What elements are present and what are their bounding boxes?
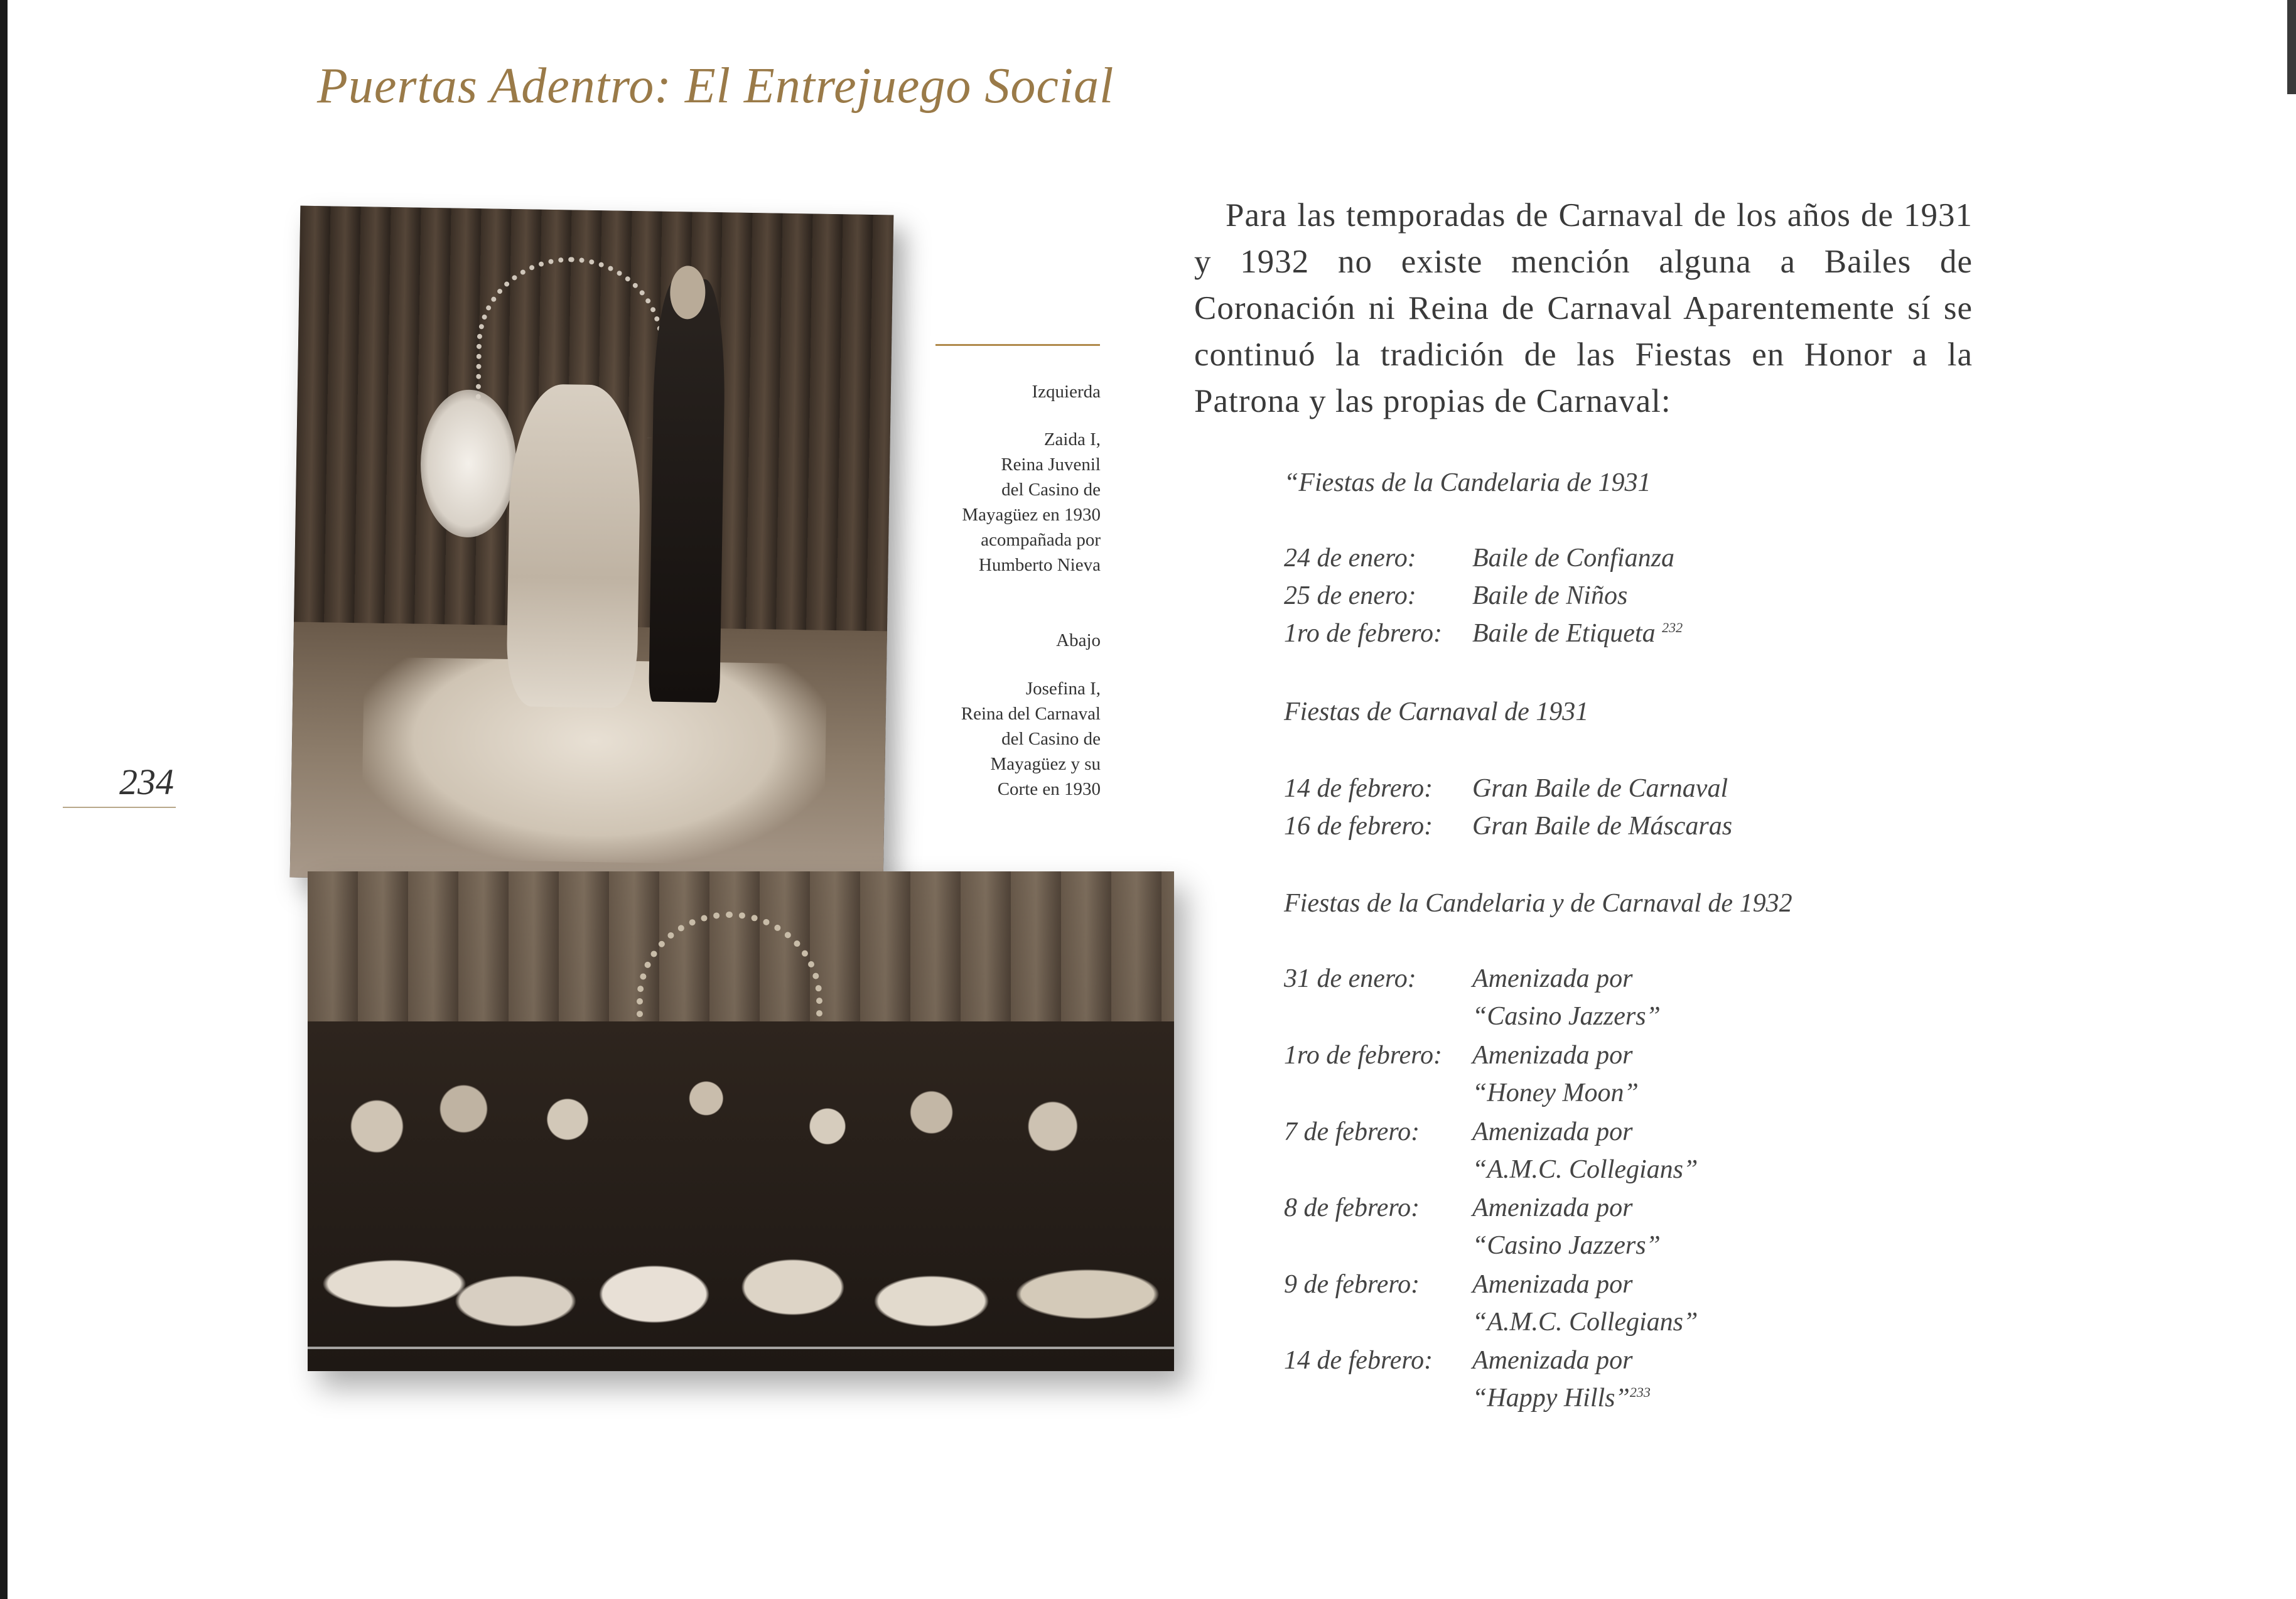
running-title: Puertas Adentro: El Entrejuego Social <box>317 58 1114 114</box>
footnote-ref: 233 <box>1629 1384 1651 1400</box>
schedule-date: 25 de enero: <box>1284 581 1416 610</box>
schedule-date: 24 de enero: <box>1284 544 1416 573</box>
caption-line: Zaida I, <box>1043 429 1101 450</box>
caption-line: Josefina I, <box>1025 679 1101 699</box>
schedule-band-with-note <box>1472 1383 1651 1413</box>
schedule-event: Amenizada por <box>1472 1270 1633 1299</box>
schedule-band: “A.M.C. Collegians” <box>1472 1155 1698 1184</box>
schedule-event: Baile de Niños <box>1472 581 1628 610</box>
schedule-event: Gran Baile de Máscaras <box>1472 812 1733 841</box>
caption-line: acompañada por <box>981 530 1101 550</box>
schedule-event: Baile de Confianza <box>1472 544 1674 573</box>
photo-escort-figure <box>649 279 726 703</box>
schedule-date: 1ro de febrero: <box>1284 1041 1442 1070</box>
schedule-event: Amenizada por <box>1472 1117 1633 1146</box>
caption-line: Humberto Nieva <box>978 555 1101 575</box>
schedule-date: 8 de febrero: <box>1284 1193 1420 1222</box>
page-edge-right <box>2287 0 2296 94</box>
schedule-event: Amenizada por <box>1472 964 1633 993</box>
caption-below-label: Abajo <box>1056 630 1101 650</box>
page-number-rule <box>63 807 176 808</box>
caption-left-text <box>914 427 1101 578</box>
schedule-date: 14 de febrero: <box>1284 774 1433 803</box>
schedule-date: 31 de enero: <box>1284 964 1416 993</box>
caption-line: Reina Juvenil <box>1001 455 1101 475</box>
photo-queen-josefina-court <box>308 871 1174 1371</box>
schedule-date: 1ro de febrero: <box>1284 619 1442 648</box>
schedule-event: Baile de Etiqueta <box>1472 619 1656 648</box>
page-number: 234 <box>119 762 174 802</box>
schedule-date: 14 de febrero: <box>1284 1346 1433 1375</box>
schedule-date: 9 de febrero: <box>1284 1270 1420 1299</box>
schedule-date: 16 de febrero: <box>1284 812 1433 841</box>
schedule-title: Fiestas de la Candelaria y de Carnaval de 1932 <box>1284 889 1792 918</box>
schedule-event: Amenizada por <box>1472 1346 1633 1375</box>
caption-line: Mayagüez y su <box>990 754 1101 774</box>
schedule-title: “Fiestas de la Candelaria de 1931 <box>1284 468 1651 497</box>
photo-court-crowd <box>308 1021 1174 1371</box>
caption-rule <box>935 344 1100 346</box>
page-edge <box>0 0 8 1599</box>
caption-line: del Casino de <box>1001 729 1101 749</box>
footnote-ref: 232 <box>1662 620 1683 635</box>
body-paragraph-block <box>1194 192 1973 424</box>
caption-below-text <box>914 676 1101 802</box>
schedule-title: Fiestas de Carnaval de 1931 <box>1284 697 1589 726</box>
schedule-band: “Happy Hills” <box>1472 1384 1630 1413</box>
caption-left <box>914 379 1101 404</box>
body-paragraph: Para las temporadas de Carnaval de los años de 1931 y 1932 no existe mención alguna a Bailes de Coronación ni Reina de Carnaval Aparentemente sí se continuó la tradición de las Fiestas en Honor a la Patrona y las propias de Carnaval: <box>1194 197 1973 419</box>
caption-line: Corte en 1930 <box>997 779 1101 799</box>
schedule-event-with-note <box>1472 618 1683 649</box>
caption-line: Mayagüez en 1930 <box>962 505 1101 525</box>
caption-line: Reina del Carnaval <box>961 704 1101 724</box>
schedule-band: “Casino Jazzers” <box>1472 1002 1661 1031</box>
photo-glare <box>308 1347 1174 1349</box>
schedule-band: “Casino Jazzers” <box>1472 1231 1661 1260</box>
schedule-event: Amenizada por <box>1472 1193 1633 1222</box>
caption-below <box>914 628 1101 653</box>
schedule-event: Gran Baile de Carnaval <box>1472 774 1728 803</box>
caption-line: del Casino de <box>1001 480 1101 500</box>
schedule-band: “Honey Moon” <box>1472 1079 1639 1107</box>
schedule-event: Amenizada por <box>1472 1041 1633 1070</box>
caption-left-label: Izquierda <box>1032 382 1101 402</box>
schedule-date: 7 de febrero: <box>1284 1117 1420 1146</box>
photo-queen-zaida <box>290 206 894 887</box>
schedule-band: “A.M.C. Collegians” <box>1472 1308 1698 1337</box>
photo-queen-figure <box>506 384 642 708</box>
